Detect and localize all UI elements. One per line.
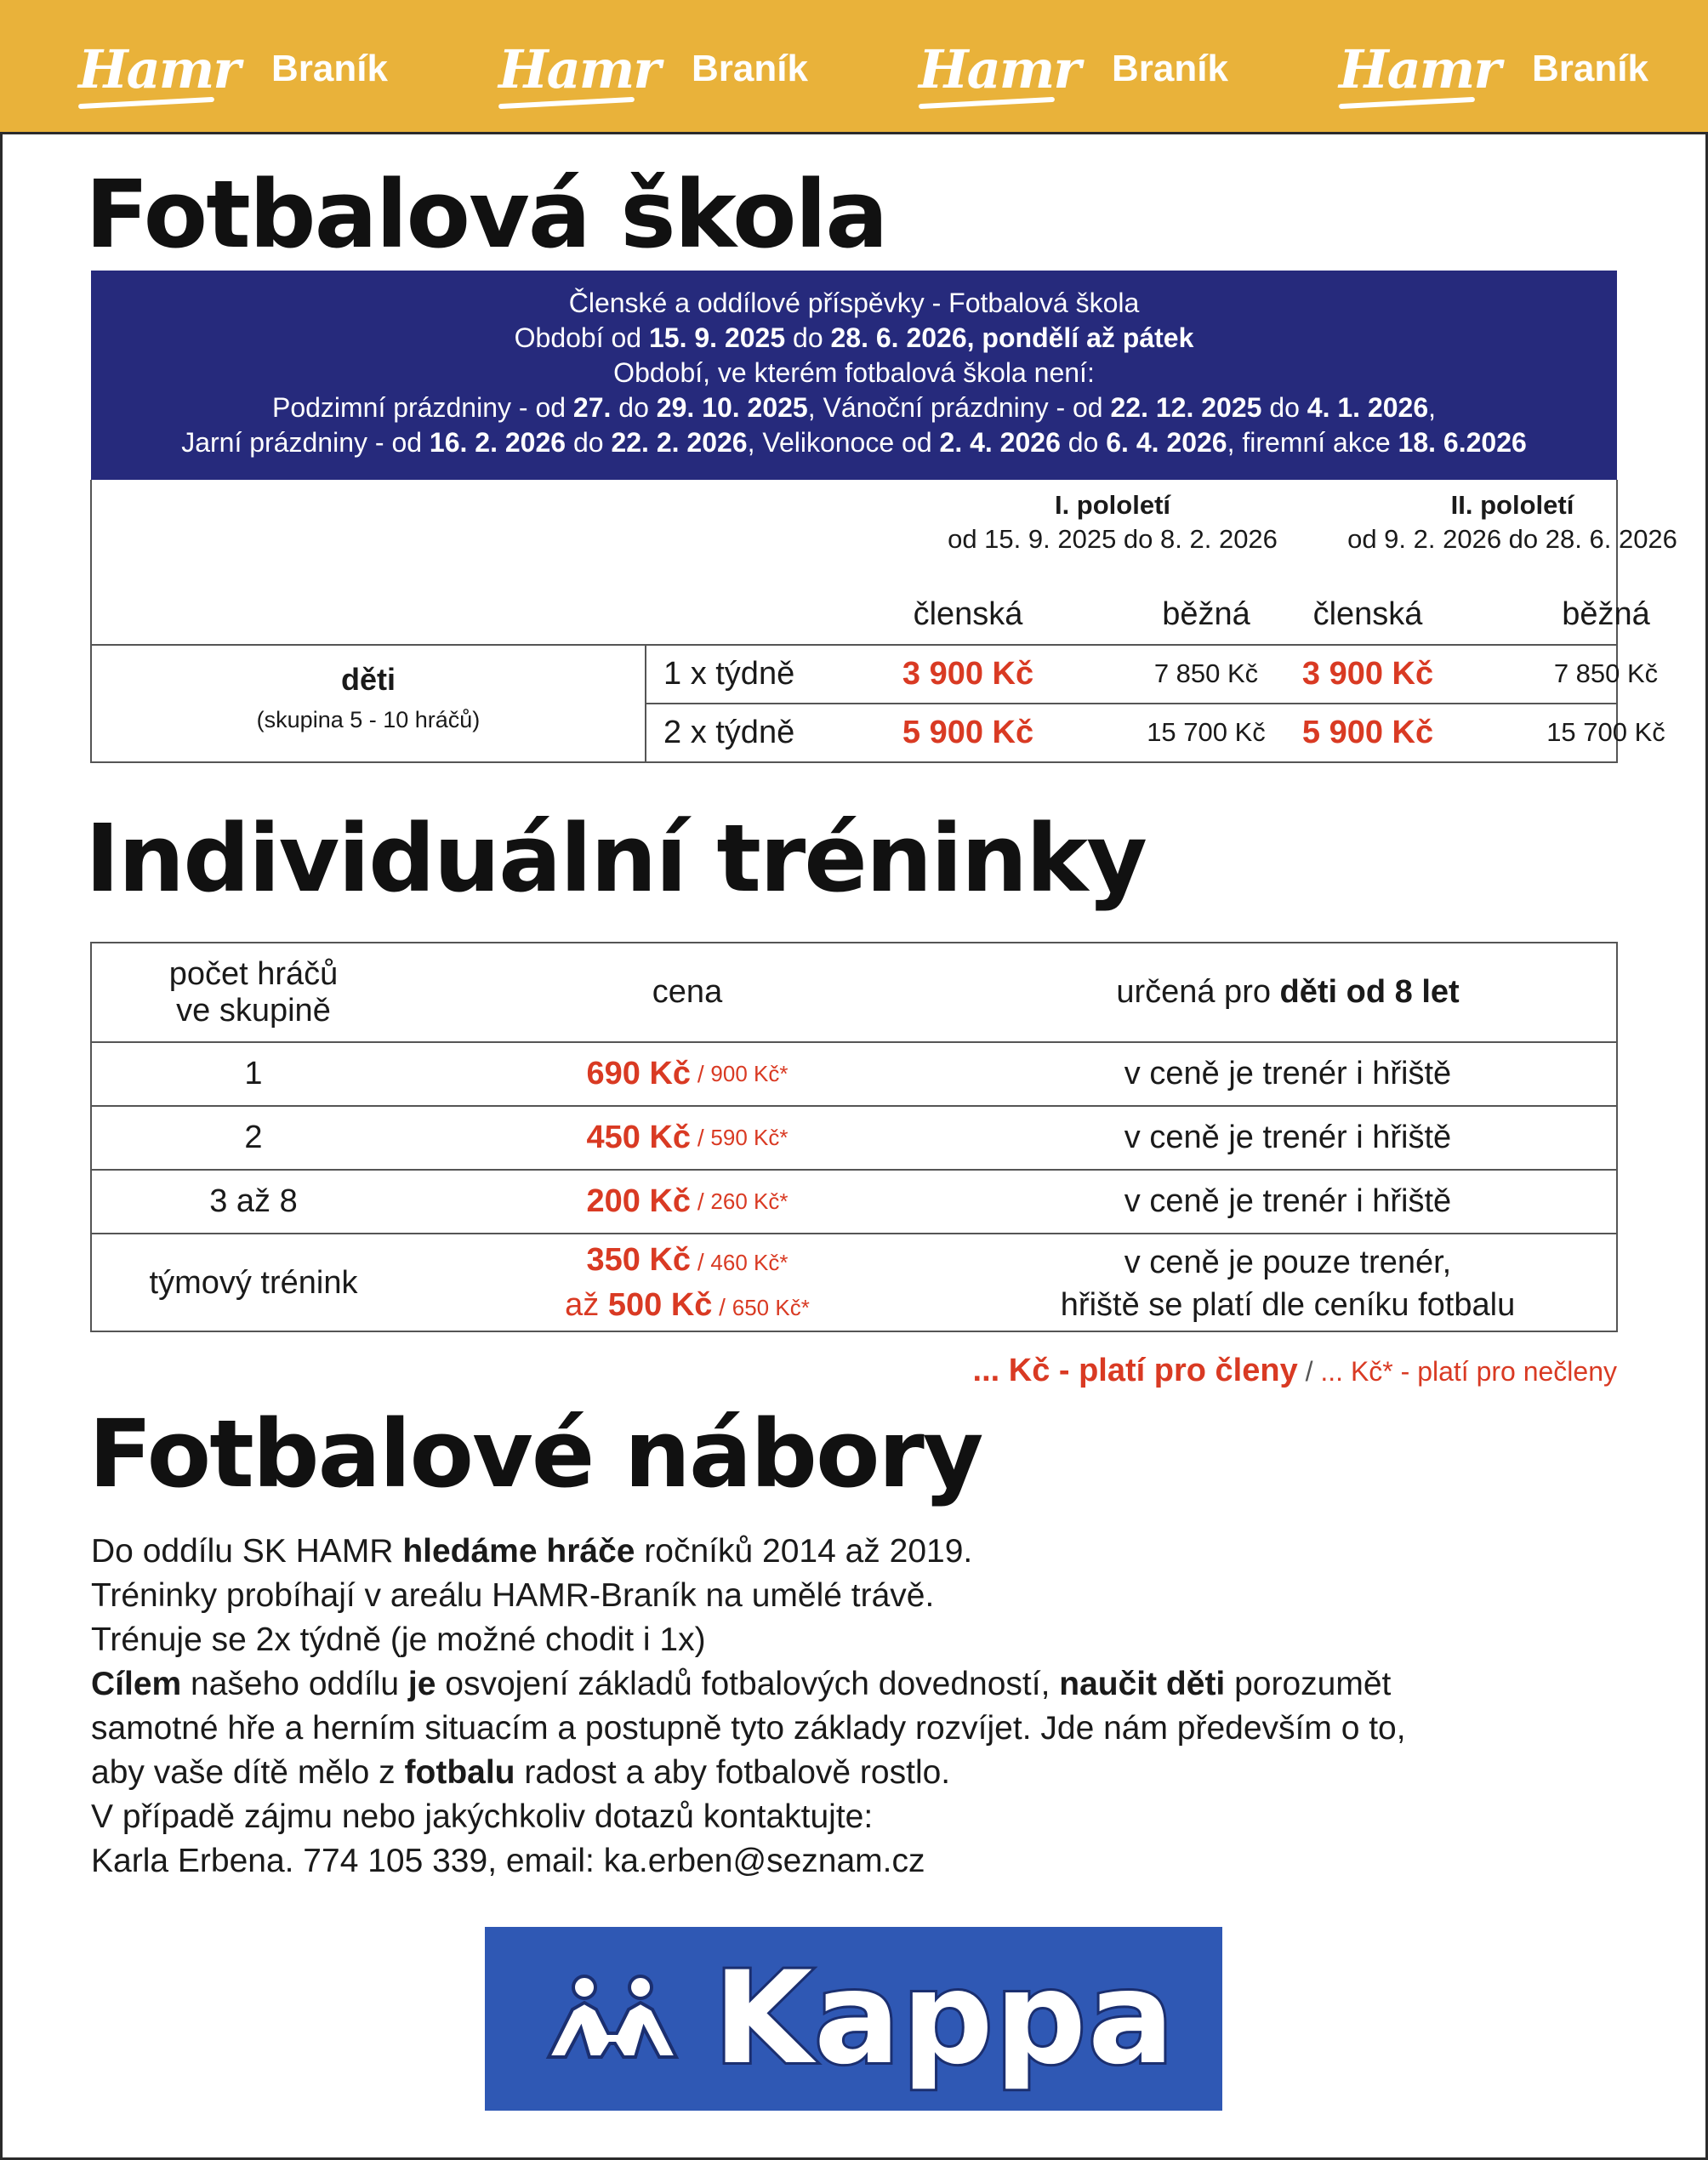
price-nonmember: 900 Kč*	[710, 1061, 789, 1086]
info-line: Období, ve kterém fotbalová škola není:	[613, 357, 1095, 388]
price-member: 3 900 Kč	[902, 655, 1034, 692]
price-member: 3 900 Kč	[1301, 655, 1434, 692]
hamr-logo: Hamr	[498, 38, 659, 100]
school-title: Fotbalová škola	[85, 160, 887, 269]
pricing-legend	[973, 1353, 1617, 1389]
price-line	[587, 1239, 789, 1284]
contact-line: Karla Erbena. 774 105 339, email: ka.erben@seznam.cz	[91, 1843, 925, 1879]
price-member: 500 Kč	[607, 1286, 713, 1323]
text-line: V případě zájmu nebo jakýchkoliv dotazů kontaktujte:	[91, 1798, 874, 1835]
players-count: 3 až 8	[209, 1183, 298, 1219]
price-separator: /	[691, 1188, 711, 1215]
branik-label: Braník	[692, 48, 808, 89]
text-line: Tréninky probíhají v areálu HAMR-Braník na umělé trávě.	[91, 1577, 935, 1614]
text-line: Do oddílu SK HAMR hledáme hráče ročníků 2014 až 2019.	[91, 1533, 973, 1570]
price-regular: 7 850 Kč	[1553, 658, 1659, 688]
branik-label: Braník	[1112, 48, 1228, 89]
price-cell	[415, 1043, 959, 1105]
recruit-text	[91, 1530, 1622, 1884]
info-line: Jarní prázdniny - od 16. 2. 2026 do 22. 2. 2026, Velikonoce od 2. 4. 2026 do 6. 4. 2026, firemní akce 18. 6.2026	[181, 427, 1527, 458]
col-member-p2: členská	[1312, 596, 1423, 632]
freq-label: 2 x týdně	[663, 714, 795, 750]
branik-label: Braník	[1532, 48, 1648, 89]
text-line: samotné hře a herním situacím a postupně tyto základy rozvíjet. Jde nám především o to,	[91, 1710, 1406, 1747]
price-member: 450 Kč	[586, 1120, 692, 1155]
header-line: ve skupině	[176, 992, 331, 1029]
price-member: 690 Kč	[586, 1056, 692, 1091]
freq-label: 1 x týdně	[663, 655, 795, 692]
price-member: 5 900 Kč	[902, 714, 1034, 750]
legend-member: ... Kč - platí pro členy	[972, 1353, 1298, 1388]
price-separator: /	[691, 1248, 711, 1275]
header-line: počet hráčů	[168, 955, 339, 992]
col-regular-p2: běžná	[1562, 596, 1650, 632]
legend-separator: /	[1297, 1356, 1321, 1387]
kappa-omini-icon	[532, 1972, 693, 2066]
price-separator: /	[691, 1124, 711, 1151]
price-member: 350 Kč	[586, 1241, 692, 1278]
group-label: děti	[340, 662, 396, 697]
school-price-table	[90, 480, 1677, 763]
price-description	[959, 1234, 1616, 1332]
individual-title: Individuální tréninky	[85, 804, 1147, 913]
col-regular-p1: běžná	[1162, 596, 1250, 632]
info-line: Podzimní prázdniny - od 27. do 29. 10. 2025, Vánoční prázdniny - od 22. 12. 2025 do 4. 1. 2026,	[271, 392, 1437, 423]
brand-logo	[78, 31, 388, 107]
period2-title: II. pololetí	[1450, 490, 1574, 520]
price-separator: /	[691, 1060, 711, 1087]
hamr-logo: Hamr	[78, 38, 239, 100]
info-line: Členské a oddílové příspěvky - Fotbalová škola	[568, 288, 1140, 318]
price-description: v ceně je trenér i hřiště	[1124, 1120, 1452, 1155]
price-separator: /	[712, 1293, 732, 1320]
price-regular: 15 700 Kč	[1147, 717, 1266, 747]
price-line	[565, 1284, 810, 1329]
price-nonmember: 260 Kč*	[710, 1188, 789, 1214]
price-member: 5 900 Kč	[1301, 714, 1434, 750]
legend-nonmember: ... Kč* - platí pro nečleny	[1320, 1356, 1617, 1387]
hamr-logo: Hamr	[1339, 38, 1500, 100]
header-band	[0, 0, 1708, 134]
price-nonmember: 650 Kč*	[732, 1294, 810, 1320]
text-line: Trénuje se 2x týdně (je možné chodit i 1x)	[91, 1621, 706, 1658]
price-upto: až	[565, 1286, 608, 1323]
price-cell	[415, 1171, 959, 1233]
price-regular: 15 700 Kč	[1546, 717, 1665, 747]
period2-range: od 9. 2. 2026 do 28. 6. 2026	[1347, 524, 1677, 554]
col-audience-header	[959, 943, 1616, 1041]
audience-text: určená pro	[1116, 974, 1280, 1010]
branik-label: Braník	[271, 48, 388, 89]
period1-range: od 15. 9. 2025 do 8. 2. 2026	[948, 524, 1278, 554]
period1-title: I. pololetí	[1054, 490, 1171, 520]
recruit-title: Fotbalové nábory	[88, 1399, 982, 1508]
price-regular: 7 850 Kč	[1153, 658, 1259, 688]
price-nonmember: 590 Kč*	[710, 1125, 789, 1150]
price-cell	[415, 1234, 959, 1332]
brand-logo	[1339, 31, 1648, 107]
players-count: 1	[244, 1056, 263, 1091]
price-description: v ceně je trenér i hřiště	[1124, 1183, 1452, 1219]
brand-logo	[498, 31, 808, 107]
kappa-wordmark: Kappa	[713, 1945, 1176, 2093]
players-count: týmový trénink	[149, 1265, 358, 1301]
brand-logo	[919, 31, 1228, 107]
text-line: aby vaše dítě mělo z fotbalu radost a aby fotbalově rostlo.	[91, 1754, 951, 1791]
audience-bold: děti od 8 let	[1279, 974, 1460, 1010]
col-price-header: cena	[652, 974, 723, 1010]
text-line: Cílem našeho oddílu je osvojení základů fotbalových dovedností, naučit děti porozumět	[91, 1666, 1392, 1702]
price-description: v ceně je trenér i hřiště	[1124, 1056, 1452, 1091]
col-member-p1: členská	[913, 596, 1023, 632]
school-info-box	[91, 271, 1617, 480]
price-nonmember: 460 Kč*	[710, 1249, 789, 1275]
kappa-logo	[485, 1927, 1222, 2111]
hamr-logo: Hamr	[919, 38, 1079, 100]
individual-price-table	[90, 942, 1618, 1332]
description-line: hřiště se platí dle ceníku fotbalu	[1060, 1286, 1516, 1323]
description-line: v ceně je pouze trenér,	[1124, 1244, 1452, 1280]
info-line: Období od 15. 9. 2025 do 28. 6. 2026, pondělí až pátek	[514, 322, 1194, 353]
col-players-header	[92, 943, 415, 1041]
players-count: 2	[244, 1120, 263, 1155]
price-cell	[415, 1107, 959, 1169]
price-member: 200 Kč	[586, 1183, 692, 1219]
group-sublabel: (skupina 5 - 10 hráčů)	[256, 706, 481, 732]
